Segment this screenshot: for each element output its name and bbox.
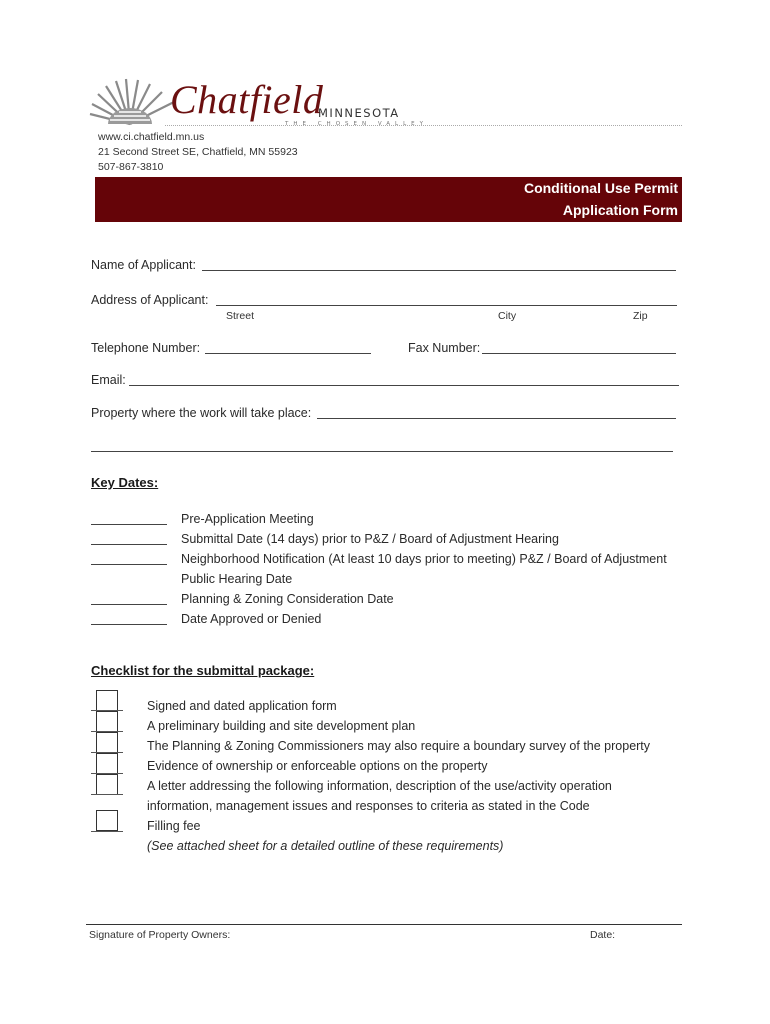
checklist-note: (See attached sheet for a detailed outline of these requirements): [147, 839, 504, 853]
key-date-item: Pre-Application Meeting: [181, 512, 314, 526]
key-date-item: Public Hearing Date: [181, 572, 293, 586]
key-dates-heading: Key Dates:: [91, 475, 159, 490]
address-of-applicant-field[interactable]: [216, 305, 677, 306]
phone-text: 507-867-3810: [98, 161, 164, 173]
checklist-checkbox[interactable]: [96, 810, 118, 831]
logo-divider: [165, 125, 682, 126]
website-text: www.ci.chatfield.mn.us: [98, 131, 205, 143]
key-date-blank[interactable]: [91, 524, 167, 525]
fax-number-field[interactable]: [482, 353, 676, 354]
form-title-line-2: Application Form: [562, 202, 678, 218]
title-banner: [95, 177, 682, 222]
checklist-checkbox[interactable]: [96, 711, 118, 732]
email-label: Email:: [91, 373, 126, 387]
checklist-checkbox-base: [91, 794, 123, 795]
key-date-item: Submittal Date (14 days) prior to P&Z / Board of Adjustment Hearing: [181, 532, 559, 546]
checklist-item: Evidence of ownership or enforceable options on the property: [147, 759, 488, 773]
zip-caption: Zip: [633, 310, 648, 322]
telephone-number-label: Telephone Number:: [91, 341, 201, 355]
key-date-blank[interactable]: [91, 604, 167, 605]
checklist-heading: Checklist for the submittal package:: [91, 663, 315, 678]
address-text: 21 Second Street SE, Chatfield, MN 55923: [98, 146, 298, 158]
checklist-item: Filling fee: [147, 819, 201, 833]
date-label: Date:: [590, 929, 616, 941]
name-of-applicant-label: Name of Applicant:: [91, 258, 196, 272]
address-of-applicant-label: Address of Applicant:: [91, 293, 209, 307]
key-date-blank[interactable]: [91, 624, 167, 625]
logo-wordmark: Chatfield: [170, 77, 324, 122]
key-date-item: Neighborhood Notification (At least 10 days prior to meeting) P&Z / Board of Adjustment: [181, 552, 667, 566]
checklist-item: A letter addressing the following information, description of the use/activity operation: [147, 779, 612, 793]
property-location-field[interactable]: [317, 418, 676, 419]
logo-tagline: THE CHOSEN VALLEY: [285, 121, 428, 127]
form-title-line-1: Conditional Use Permit: [523, 180, 678, 196]
key-date-blank[interactable]: [91, 544, 167, 545]
checklist-item: The Planning & Zoning Commissioners may also require a boundary survey of the property: [147, 739, 651, 753]
checklist-checkbox-base: [91, 831, 123, 832]
key-date-blank[interactable]: [91, 564, 167, 565]
email-field[interactable]: [129, 385, 679, 386]
city-caption: City: [498, 310, 517, 322]
logo-state-text: MINNESOTA: [318, 106, 400, 120]
key-date-item: Planning & Zoning Consideration Date: [181, 592, 394, 606]
signature-of-property-owners-label: Signature of Property Owners:: [89, 929, 231, 941]
street-caption: Street: [226, 310, 255, 322]
signature-line[interactable]: [86, 924, 682, 925]
checklist-item: Signed and dated application form: [147, 699, 337, 713]
checklist-checkbox[interactable]: [96, 732, 118, 753]
checklist-checkbox[interactable]: [96, 774, 118, 795]
checklist-item-continued: information, management issues and responses to criteria as stated in the Code: [147, 799, 590, 813]
checklist-checkbox[interactable]: [96, 753, 118, 774]
name-of-applicant-field[interactable]: [202, 270, 676, 271]
property-location-field-line-2[interactable]: [91, 451, 673, 452]
checklist-item: A preliminary building and site development plan: [147, 719, 416, 733]
fax-number-label: Fax Number:: [408, 341, 481, 355]
telephone-number-field[interactable]: [205, 353, 371, 354]
property-location-label: Property where the work will take place:: [91, 406, 312, 420]
key-date-item: Date Approved or Denied: [181, 612, 322, 626]
checklist-checkbox[interactable]: [96, 690, 118, 711]
